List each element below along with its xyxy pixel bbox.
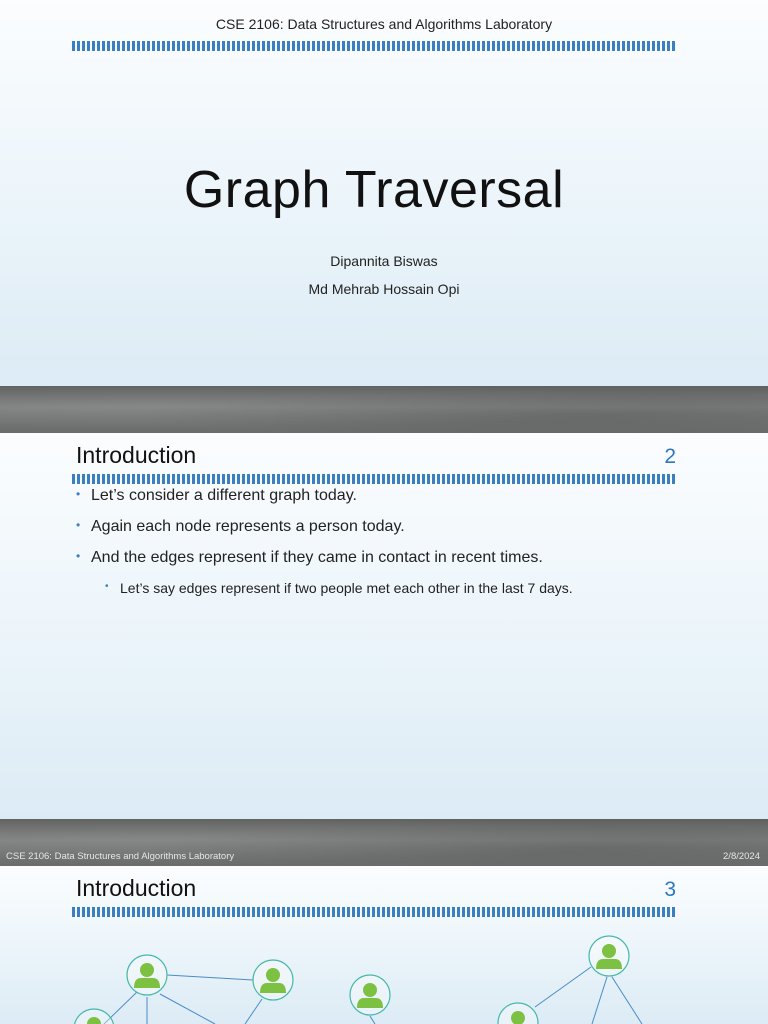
person-icon — [589, 936, 629, 976]
bullet-dot-icon: • — [76, 518, 81, 532]
slide-3 — [0, 866, 768, 1024]
graph-edge — [592, 977, 607, 1024]
author-name-2: Md Mehrab Hossain Opi — [308, 281, 460, 297]
slide-2 — [0, 433, 768, 819]
person-icon — [127, 955, 167, 995]
person-icon — [498, 1003, 538, 1024]
graph-edge — [370, 1016, 375, 1024]
bullet-item: • Let’s consider a different graph today. — [76, 487, 357, 504]
person-icon — [253, 960, 293, 1000]
graph-edge — [167, 975, 253, 980]
slide-2-divider — [72, 474, 676, 484]
presentation-title: Graph Traversal — [183, 161, 565, 219]
slide-separator-band — [0, 386, 768, 433]
author-name-1: Dipannita Biswas — [330, 253, 438, 269]
graph-edge — [245, 999, 262, 1024]
graph-nodes — [74, 936, 629, 1024]
footer-course-title: CSE 2106: Data Structures and Algorithms Laboratory — [6, 851, 235, 862]
graph-edge — [535, 967, 591, 1007]
title-divider — [72, 41, 676, 51]
graph-edge — [612, 977, 642, 1024]
bullet-dot-icon: • — [76, 549, 81, 563]
bullet-dot-icon: • — [105, 581, 109, 592]
bullet-item: • And the edges represent if they came in contact in recent times. — [76, 549, 543, 566]
contact-graph — [0, 866, 768, 1024]
course-title: CSE 2106: Data Structures and Algorithms Laboratory — [215, 16, 553, 32]
graph-edge — [160, 994, 215, 1024]
slide-2-footer-band — [0, 819, 768, 866]
slide-2-title: Introduction — [76, 442, 197, 468]
bullet-dot-icon: • — [76, 487, 81, 501]
slide-2-number: 2 — [664, 445, 676, 468]
footer-date: 2/8/2024 — [723, 851, 760, 862]
slide-3-title: Introduction — [76, 875, 197, 901]
person-icon — [350, 975, 390, 1015]
person-icon — [74, 1009, 114, 1024]
sub-bullet-item: • Let’s say edges represent if two people met each other in the last 7 days. — [105, 580, 573, 596]
title-slide — [0, 0, 768, 386]
bullet-item: • Again each node represents a person today. — [76, 518, 405, 535]
slide-3-number: 3 — [664, 878, 676, 901]
slide-2-bullet-list — [76, 487, 696, 604]
